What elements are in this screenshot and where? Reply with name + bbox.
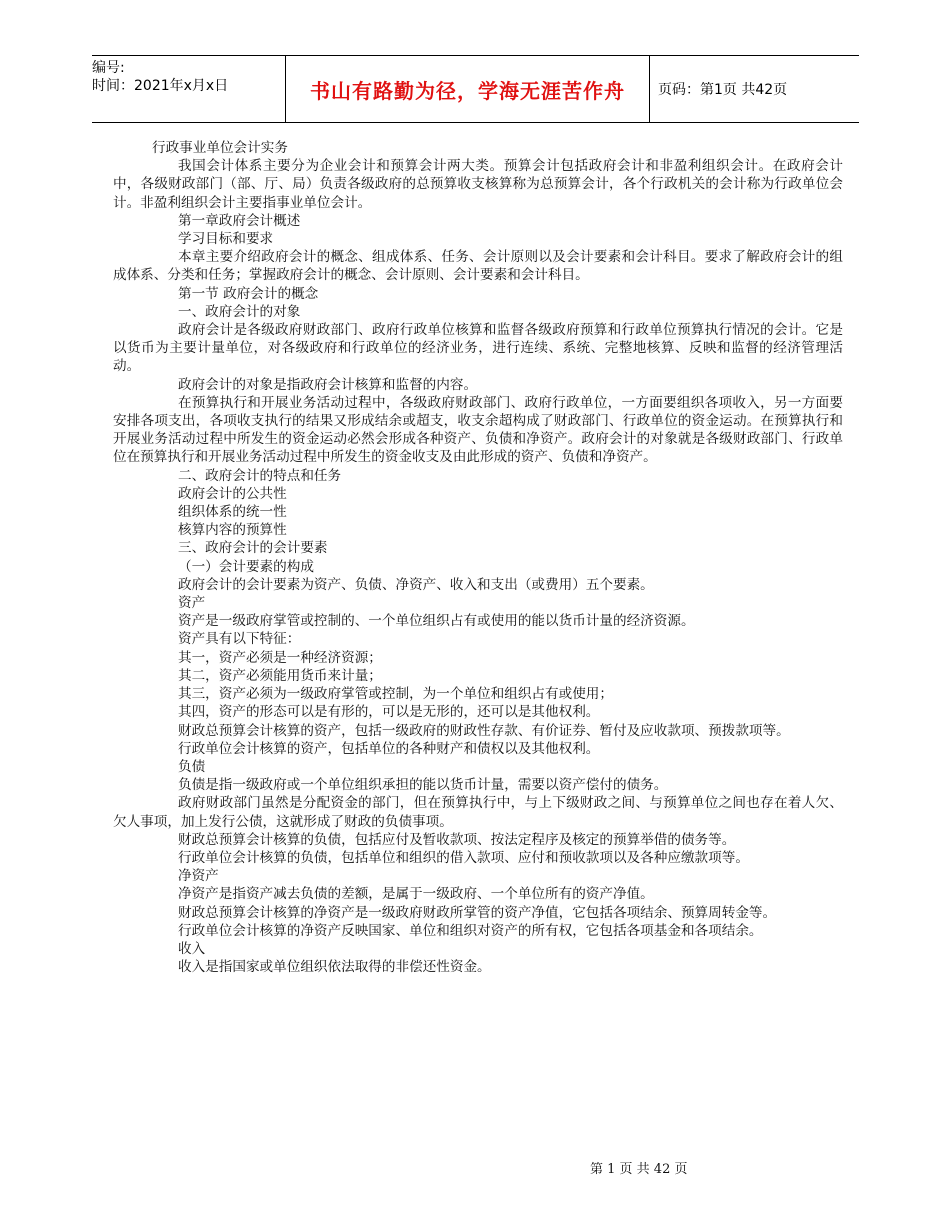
paragraph: 财政总预算会计核算的净资产是一级政府财政所掌管的资产净值，它包括各项结余、预算周转金等。 bbox=[178, 904, 777, 921]
list-item: 核算内容的预算性 bbox=[178, 522, 287, 539]
paragraph: 财政总预算会计核算的负债，包括应付及暂收款项、按法定程序及核定的预算举借的债务等。 bbox=[178, 831, 736, 848]
paragraph: 负债是指一级政府或一个单位组织承担的能以货币计量，需要以资产偿付的债务。 bbox=[178, 777, 668, 794]
document-title: 行政事业单位会计实务 bbox=[152, 140, 288, 156]
paragraph: 净资产是指资产减去负债的差额，是属于一级政府、一个单位所有的资产净值。 bbox=[178, 886, 654, 903]
paragraph: 政府会计的对象是指政府会计核算和监督的内容。 bbox=[178, 376, 478, 393]
list-item: 其三，资产必须为一级政府掌管或控制，为一个单位和组织占有或使用； bbox=[178, 686, 613, 703]
paragraph: 政府会计的会计要素为资产、负债、净资产、收入和支出（或费用）五个要素。 bbox=[178, 576, 654, 593]
paragraph: 资产具有以下特征： bbox=[178, 631, 301, 648]
document-number-label: 编号: bbox=[92, 60, 125, 76]
paragraph: 财政总预算会计核算的资产，包括一级政府的财政性存款、有价证券、暂付及应收款项、预拨款项等。 bbox=[178, 722, 790, 739]
list-item: 其一，资产必须是一种经济资源； bbox=[178, 649, 382, 666]
term-heading: 收入 bbox=[178, 940, 206, 957]
paragraph: 我国会计体系主要分为企业会计和预算会计两大类。预算会计包括政府会计和非盈利组织会计。在政府会计中，各级财政部门（部、厅、局）负责各级政府的总预算收支核算称为总预算会计，各个行政机关的会计称为行政单位会计。非盈利组织会计主要指事业单位会计。 bbox=[113, 158, 843, 211]
paragraph: 在预算执行和开展业务活动过程中，各级政府财政部门、政府行政单位，一方面要组织各项收入，另一方面要安排各项支出，各项收支执行的结果又形成结余或超支，收支余超构成了财政部门、行政单位的资金运动。在预算执行和开展业务活动过程中所发生的资金运动必然会形成各种资产、负债和净资产。政府会计的对象就是各级财政部门、行政单位在预算执行和开展业务活动过程中所发生的资金收支及由此形成的资产、负债和净资产。 bbox=[113, 394, 843, 466]
paragraph: 政府会计是各级政府财政部门、政府行政单位核算和监督各级政府预算和行政单位预算执行情况的会计。它是以货币为主要计量单位，对各级政府和行政单位的经济业务，进行连续、系统、完整地核算、反映和监督的经济管理活动。 bbox=[113, 322, 843, 375]
section-heading: 一、政府会计的对象 bbox=[178, 303, 301, 320]
section-heading: 二、政府会计的特点和任务 bbox=[178, 467, 342, 484]
term-heading: 净资产 bbox=[178, 868, 219, 885]
header-page-info: 页码：第1页 共42页 bbox=[658, 82, 788, 98]
document-time-label: 时间：2021年x月x日 bbox=[92, 78, 229, 94]
section-heading: 学习目标和要求 bbox=[178, 231, 274, 248]
list-item: 政府会计的公共性 bbox=[178, 485, 287, 502]
section-heading: 三、政府会计的会计要素 bbox=[178, 540, 328, 557]
list-item: 其四，资产的形态可以是有形的，可以是无形的，还可以是其他权利。 bbox=[178, 704, 600, 721]
chapter-heading: 第一章政府会计概述 bbox=[178, 212, 301, 229]
paragraph: 资产是一级政府掌管或控制的、一个单位组织占有或使用的能以货币计量的经济资源。 bbox=[178, 613, 695, 630]
paragraph: 行政单位会计核算的资产，包括单位的各种财产和债权以及其他权利。 bbox=[178, 740, 600, 757]
page-footer: 第 1 页 共 42 页 bbox=[590, 1162, 688, 1177]
document-body bbox=[113, 139, 843, 976]
paragraph: 本章主要介绍政府会计的概念、组成体系、任务、会计原则以及会计要素和会计科目。要求了解政府会计的组成体系、分类和任务；掌握政府会计的概念、会计原则、会计要素和会计科目。 bbox=[113, 249, 843, 284]
list-item: 其二，资产必须能用货币来计量； bbox=[178, 667, 382, 684]
term-heading: 资产 bbox=[178, 595, 206, 612]
section-heading: （一）会计要素的构成 bbox=[178, 558, 314, 575]
page-header bbox=[92, 55, 859, 123]
paragraph: 行政单位会计核算的净资产反映国家、单位和组织对资产的所有权，它包括各项基金和各项结余。 bbox=[178, 922, 763, 939]
term-heading: 负债 bbox=[178, 758, 206, 775]
paragraph: 行政单位会计核算的负债，包括单位和组织的借入款项、应付和预收款项以及各种应缴款项等。 bbox=[178, 849, 749, 866]
paragraph: 收入是指国家或单位组织依法取得的非偿还性资金。 bbox=[178, 959, 491, 976]
header-meta bbox=[92, 56, 285, 122]
paragraph: 政府财政部门虽然是分配资金的部门，但在预算执行中，与上下级财政之间、与预算单位之间也存在着人欠、欠人事项，加上发行公债，这就形成了财政的负债事项。 bbox=[113, 795, 843, 830]
list-item: 组织体系的统一性 bbox=[178, 504, 287, 521]
section-heading: 第一节 政府会计的概念 bbox=[178, 285, 319, 302]
header-motto: 书山有路勤为径，学海无涯苦作舟 bbox=[285, 56, 650, 122]
